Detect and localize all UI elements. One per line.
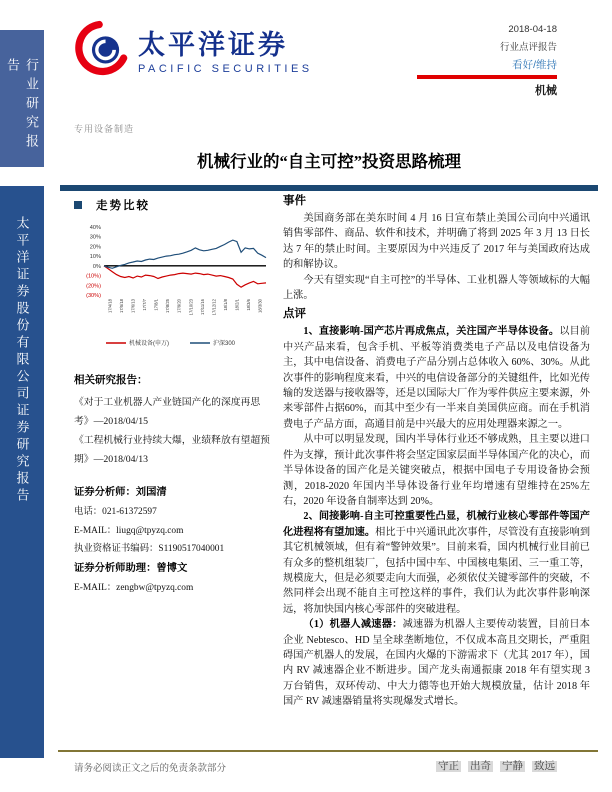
left-column: [74, 197, 272, 597]
motto-word: 出奇: [470, 761, 491, 772]
comment-paragraph: [283, 617, 590, 709]
svg-text:18/2/1: 18/2/1: [234, 299, 240, 311]
svg-text:17/11/16: 17/11/16: [199, 299, 205, 315]
svg-text:20%: 20%: [89, 244, 101, 251]
assistant-email: E-MAIL：zengbw@tpyzq.com: [74, 582, 194, 593]
svg-text:10%: 10%: [89, 254, 101, 261]
svg-text:17/10/23: 17/10/23: [188, 299, 194, 316]
report-item-title: 《工程机械行业持续大爆，业绩释放有望超预期》: [74, 435, 270, 465]
paragraph-text: 从中可以明显发现，国内半导体行业还不够成熟，且主要以进口件为支撑，预计此次事件将会坚定国家层面半导体国产化的决心，而半导体设备的国产化是关键突破点，根据中国电子专用设备协会预测，2018-2020 年国内半导体设备行业年均增速有望维持在25%左右，2020 年设备自制率达到 20%。: [283, 434, 590, 507]
analyst-name: 证券分析师：刘国清: [74, 487, 167, 498]
comment-paragraph: [283, 324, 590, 432]
main-column: [283, 192, 590, 710]
logo-text: [138, 23, 313, 75]
svg-text:沪深300: 沪深300: [213, 341, 236, 347]
sidebar-bottom-band: [0, 186, 44, 758]
svg-text:17/7/7: 17/7/7: [142, 299, 147, 311]
svg-text:40%: 40%: [89, 225, 101, 231]
related-reports-header: 相关研究报告：: [74, 375, 148, 386]
svg-text:17/8/25: 17/8/25: [165, 299, 171, 313]
trend-section-header: [74, 197, 272, 213]
event-paragraph: 今天有望实现“自主可控”的半导体、工业机器人等领域标的大幅上涨。: [283, 274, 590, 302]
footer-motto: [429, 758, 557, 773]
motto-word: 致远: [534, 761, 555, 772]
report-item-date: —2018/04/13: [93, 454, 149, 465]
svg-text:18/3/30: 18/3/30: [257, 299, 263, 313]
related-report-item: [74, 431, 272, 469]
event-paragraph: 美国商务部在美东时间 4 月 16 日宣布禁止美国公司向中兴通讯销售零部件、商品、软件和技术，并明确了将到 2025 年 3 月 13 日长达 7 年的禁止时间。主要原因为中兴违反了 2017 年与美国政府达成的和解协议。: [283, 213, 590, 271]
pacific-securities-logo-icon: [72, 20, 130, 78]
comment-paragraph: [283, 509, 590, 617]
analyst-block: [74, 483, 272, 597]
report-date: 2018-04-18: [508, 24, 557, 35]
rating-badge: 看好/维持: [512, 59, 557, 71]
svg-text:(30%): (30%): [86, 293, 101, 299]
logo-name-cn: 太平洋证券: [138, 30, 288, 60]
analyst-email: E-MAIL：liugq@tpyzq.com: [74, 525, 184, 536]
svg-text:0%: 0%: [92, 263, 101, 270]
paragraph-text: 以目前中兴产品来看，包含手机、平板等消费类电子产品以及电信设备为主，其中电信设备、消费电子产品分别占总体收入 60%、30%。从此次事件的影响程度来看，中兴的电信设备部分的关键组件，比如光传输的发送器与接收器等，还是以国际大厂作为零件供应主要来源，外来零部件占据60%，而其中至少有一半来自美国供应商。而在手机消费电子产品方面，高通目前是中兴最大的应用处理器来源之一。: [283, 326, 590, 430]
svg-text:17/4/18: 17/4/18: [107, 299, 113, 313]
industry-label: 机械: [535, 85, 557, 97]
related-report-item: [74, 393, 272, 431]
footer-disclaimer: 请务必阅读正文之后的免责条款部分: [74, 764, 227, 774]
motto-word: 宁静: [502, 761, 523, 772]
related-reports: [74, 372, 272, 469]
logo-name-en: PACIFIC SECURITIES: [138, 63, 313, 75]
report-item-date: —2018/04/15: [93, 416, 149, 427]
svg-text:机械设备(申万): 机械设备(申万): [129, 341, 169, 347]
comment-section-header: 点评: [283, 308, 306, 321]
svg-text:(20%): (20%): [86, 283, 101, 290]
svg-text:17/9/20: 17/9/20: [176, 299, 182, 313]
header-meta: [417, 24, 557, 98]
analyst-phone: 电话：021-61372597: [74, 507, 157, 517]
svg-text:18/3/6: 18/3/6: [246, 299, 252, 311]
company-logo: [72, 20, 313, 78]
svg-text:18/1/8: 18/1/8: [223, 299, 228, 311]
paragraph-text: 相比于中兴通讯此次事件，尽管没有直接影响到其它机械领域，但有着“警钟效果”。目前来看，国内机械行业目前已有众多的整机组装厂，包括中国中车、中国核电集团、三一重工等，规模庞大，但是必须要走向大而强，必须依仗关键零部件的突破，不然同样会出现不能自主可控这样的事件，我们认为此次事件影响深远，将加快国内核心零部件的突破进程。: [283, 526, 591, 615]
report-item-title: 《对于工业机器人产业链国产化的深度再思考》: [74, 397, 261, 427]
bullet-square-icon: [74, 201, 82, 209]
paragraph-lead: 1、直接影响-国产芯片再成焦点，关注国产半导体设备。: [303, 326, 560, 338]
svg-text:17/6/13: 17/6/13: [130, 299, 136, 313]
trend-title: 走势比较: [96, 200, 150, 212]
report-type: 行业点评报告: [499, 42, 557, 53]
report-title: 机械行业的“自主可控”投资思路梳理: [197, 152, 461, 171]
sidebar-bottom-label: 太平洋证券股份有限公司证券研究报告: [14, 216, 30, 505]
paragraph-lead: （1）机器人减速器：: [303, 619, 403, 631]
motto-word: 守正: [438, 761, 459, 772]
red-divider: [417, 75, 557, 79]
analyst-license: 执业资格证书编码：S1190517040001: [74, 544, 225, 554]
svg-text:(10%): (10%): [86, 273, 101, 280]
paragraph-lead: 2、间接影响-自主可控重要性凸显，机械行业核心零部件等国产化进程将有望加速。: [283, 511, 590, 538]
title-divider-bar: [60, 185, 598, 191]
svg-text:17/8/1: 17/8/1: [153, 299, 159, 311]
footer-divider-line: [58, 750, 598, 752]
sidebar-top-band: [0, 30, 44, 167]
assistant-name: 证券分析师助理：曾博文: [74, 562, 188, 574]
trend-comparison-chart: [74, 221, 272, 358]
svg-text:30%: 30%: [89, 234, 101, 241]
svg-text:17/5/18: 17/5/18: [118, 299, 124, 313]
comment-paragraph: [283, 432, 590, 509]
svg-text:17/12/12: 17/12/12: [211, 299, 217, 316]
sidebar-top-label: 行业研究报告: [5, 58, 39, 153]
event-section-header: 事件: [283, 195, 306, 207]
category-tag: 专用设备制造: [74, 124, 135, 134]
paragraph-text: 减速器为机器人主要传动装置，目前日本企业 Nebtesco、HD 呈全球垄断地位，不仅成本高且交期长，严重阻碍国产机器人的发展，在国内火爆的下游需求下（尤其 2017 年），国内 RV 减速器企业不断进步。国产龙头南通振康 2018 年有望实现 3 万台销售，双环传动、中大力德等也开始大规模放量，估计 2018 年国产 RV 减速器销量将实现爆发式增长。: [283, 619, 590, 708]
